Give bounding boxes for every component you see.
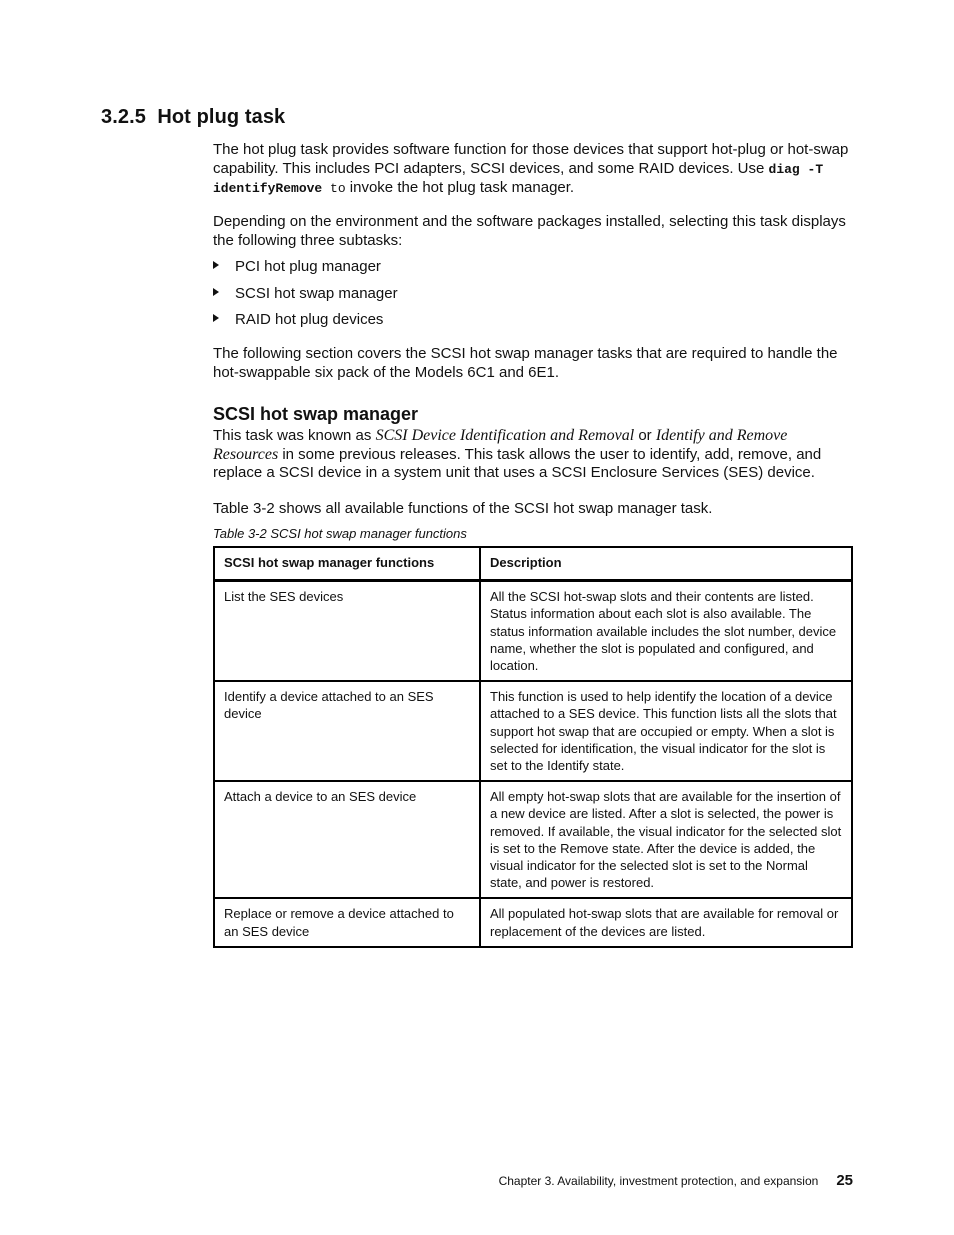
table-header-row [214,547,852,581]
table-row [214,581,852,682]
page-footer [499,1172,853,1189]
function-cell: List the SES devices [214,581,480,682]
section-number: 3.2.5 [101,106,146,128]
description-cell: All populated hot-swap slots that are available for removal or replacement of the devices are listed. [480,898,852,946]
subsection-paragraph-2: Table 3-2 shows all available functions of the SCSI hot swap manager task. [213,500,713,517]
description-cell: All empty hot-swap slots that are available for the insertion of a new device are listed. After a slot is selected, the power is removed. If available, the visual indicator for the selected slot is set to the Remove state. After the device is added, the visual indicator for the selected slot is set to the Normal state, and power is restored. [480,781,852,898]
table-caption: Table 3-2 SCSI hot swap manager functions [213,526,467,541]
intro-text: The hot plug task provides software function for those devices that support hot-plug or hot-swap capability. This includes PCI adapters, SCSI devices, and some RAID devices. Use [213,141,849,177]
italic-term: SCSI Device Identification and Removal [375,427,635,444]
subtask-list [213,258,853,338]
function-cell: Identify a device attached to an SES device [214,681,480,781]
intro-paragraph-2: Depending on the environment and the software packages installed, selecting this task displays the following three subtasks: [213,213,846,249]
bullet-triangle-icon [213,261,219,269]
chapter-title: Chapter 3. Availability, investment protection, and expansion [498,1174,819,1188]
intro-text-end: invoke the hot plug task manager. [345,179,575,196]
intro-paragraph-3: The following section covers the SCSI hot swap manager tasks that are required to handle the hot-swappable six pack of the Models 6C1 and 6E1. [213,345,838,381]
column-header: SCSI hot swap manager functions [214,547,480,581]
subsection-heading: SCSI hot swap manager [213,404,419,424]
functions-table [213,546,853,948]
function-cell: Attach a device to an SES device [214,781,480,898]
function-cell: Replace or remove a device attached to an SES device [214,898,480,946]
list-item: RAID hot plug devices [213,311,853,338]
command-text: diag -T identifyRemove to [213,161,824,196]
table-row [214,781,852,898]
section-title: Hot plug task [157,106,286,128]
bullet-triangle-icon [213,314,219,322]
page-number: 25 [836,1172,853,1189]
section-heading [101,106,285,129]
list-item: SCSI hot swap manager [213,285,853,312]
italic-term: Identify and Remove Resources [213,427,788,463]
list-item: PCI hot plug manager [213,258,853,285]
column-header: Description [480,547,852,581]
subsection-paragraph-1: This task was known as SCSI Device Identification and Removal or Identify and Remove Resources in some previous releases. This task allows the user to identify, add, remove, and replace a SCSI device in a system unit that uses a SCSI Enclosure Services (SES) device. [213,427,822,481]
description-cell: All the SCSI hot-swap slots and their contents are listed. Status information about each slot is also available. The status information available includes the slot number, device name, whether the slot is populated and configured, and location. [480,581,852,682]
table-row [214,681,852,781]
intro-paragraph-1 [213,141,853,199]
bullet-triangle-icon [213,288,219,296]
table-row [214,898,852,946]
description-cell: This function is used to help identify the location of a device attached to a SES device. This function lists all the slots that support hot swap that are occupied or empty. When a slot is selected for identification, the visual indicator for the slot is set to the Identify state. [480,681,852,781]
